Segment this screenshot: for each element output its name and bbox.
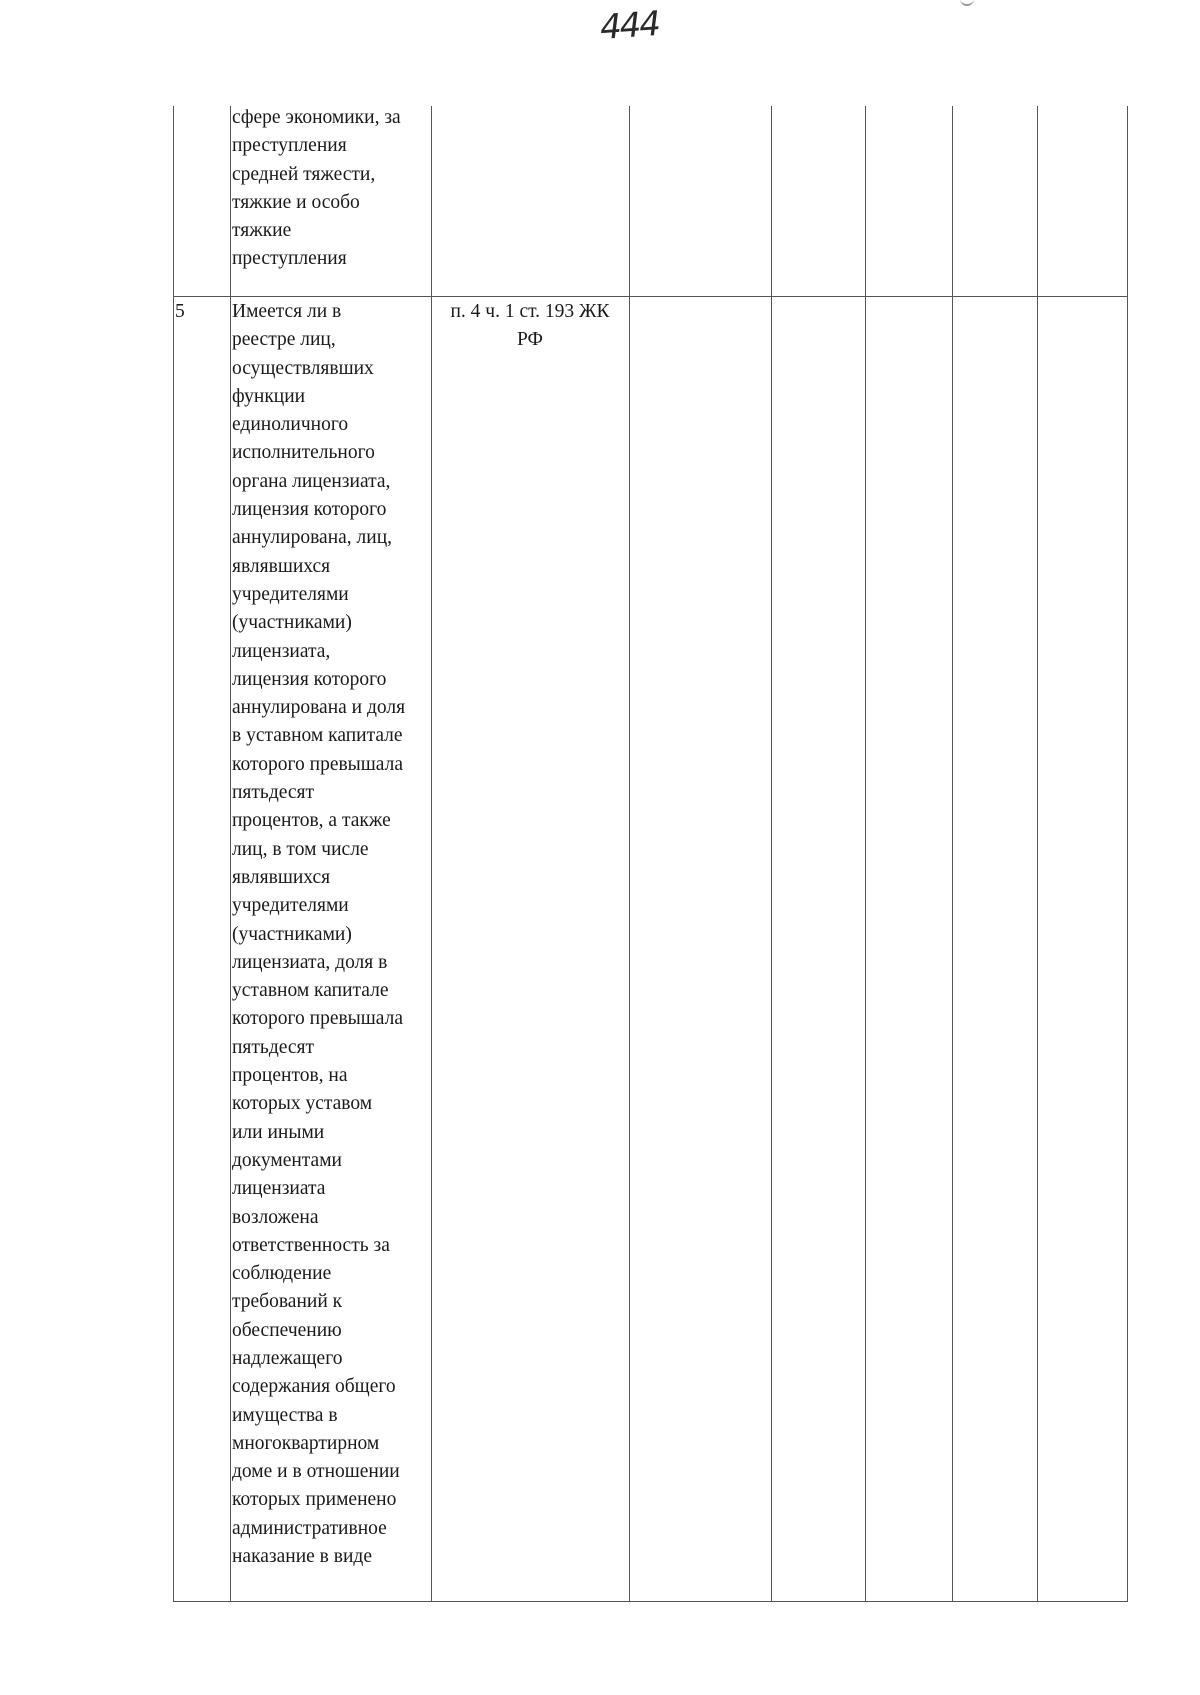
requirement-text-cell (232, 298, 428, 1571)
table-row (173, 296, 1128, 1602)
text-line: лицензиата (232, 1178, 326, 1200)
text-line: аннулирована и доля (232, 697, 406, 719)
text-line: лицензия которого (232, 499, 387, 521)
text-line: осуществлявших (232, 357, 374, 379)
text-line: надлежащего (232, 1347, 343, 1369)
reference-line: РФ (517, 329, 543, 351)
legal-reference-cell (431, 296, 629, 355)
text-line: которого превышала (232, 1008, 404, 1030)
text-line: соблюдение (232, 1263, 332, 1285)
text-line: доме и в отношении (232, 1461, 400, 1483)
text-line: лицензиата, доля в (232, 951, 388, 973)
text-line: являвшихся (232, 555, 331, 577)
text-line: органа лицензиата, (232, 470, 391, 492)
requirement-text-cell (232, 104, 428, 274)
text-line: ответственность за (232, 1234, 390, 1256)
checklist-table (173, 106, 1128, 1602)
text-line: преступления (232, 248, 347, 270)
text-line: возложена (232, 1206, 319, 1228)
text-line: Имеется ли в (232, 301, 342, 322)
text-line: имущества в (232, 1404, 338, 1426)
row-number-cell (175, 106, 225, 108)
text-line: обеспечению (232, 1319, 342, 1341)
text-line: реестре лиц, (232, 329, 336, 351)
text-line: лицензия которого (232, 668, 387, 690)
text-line: процентов, а также (232, 810, 391, 832)
text-line: средней тяжести, (232, 163, 376, 185)
text-line: сфере экономики, за (232, 107, 401, 128)
text-line: лиц, в том числе (232, 838, 369, 860)
text-line: (участниками) (232, 612, 352, 634)
text-line: преступления (232, 135, 347, 157)
text-line: многоквартирном (232, 1432, 380, 1454)
text-line: являвшихся (232, 866, 331, 888)
text-line: тяжкие (232, 220, 292, 242)
text-line: которых применено (232, 1489, 397, 1511)
text-line: наказание в виде (232, 1546, 372, 1568)
text-line: которого превышала (232, 753, 404, 775)
text-line: в уставном капитале (232, 725, 403, 747)
handwritten-page-number: 444 (598, 3, 661, 49)
text-line: функции (232, 385, 306, 407)
text-line: содержания общего (232, 1376, 396, 1398)
table-row (173, 106, 1128, 296)
text-line: учредителями (232, 895, 349, 917)
text-line: тяжкие и особо (232, 191, 360, 213)
text-line: лицензиата, (232, 640, 331, 662)
text-line: требований к (232, 1291, 343, 1313)
text-line: которых уставом (232, 1093, 373, 1115)
reference-line: п. 4 ч. 1 ст. 193 ЖК (450, 301, 610, 322)
text-line: (участниками) (232, 923, 352, 945)
text-line: или иными (232, 1121, 325, 1143)
text-line: аннулирована, лиц, (232, 527, 393, 549)
text-line: пятьдесят (232, 782, 315, 804)
text-line: процентов, на (232, 1065, 348, 1087)
text-line: административное (232, 1517, 387, 1539)
text-line: единоличного (232, 414, 349, 436)
text-line: уставном капитале (232, 980, 389, 1002)
row-number-cell: 5 (175, 301, 185, 322)
corner-scan-mark (960, 0, 974, 6)
text-line: учредителями (232, 583, 349, 605)
text-line: исполнительного (232, 442, 375, 464)
text-line: пятьдесят (232, 1036, 315, 1058)
text-line: документами (232, 1149, 342, 1171)
